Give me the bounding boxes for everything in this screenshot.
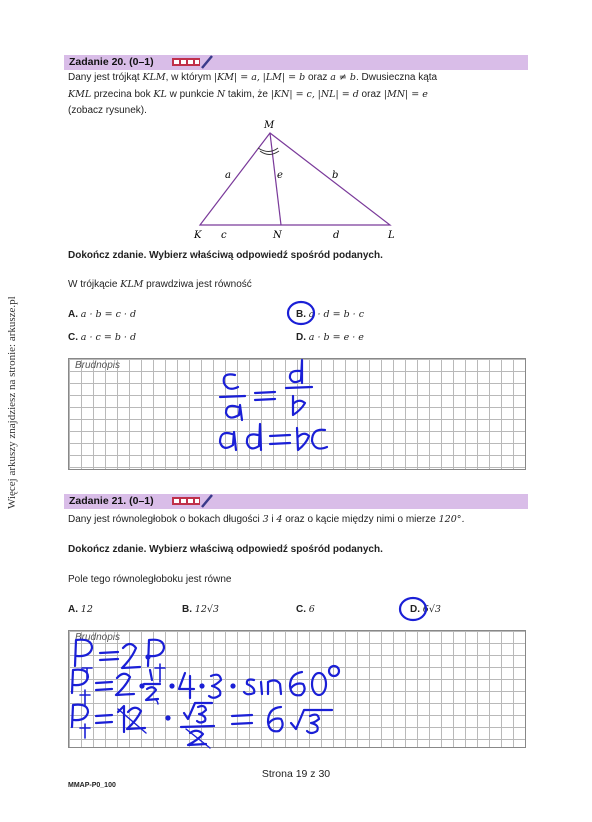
- task21-stem: Pole tego równoległoboku jest równe: [68, 574, 232, 585]
- task21-option-a[interactable]: A. 12: [68, 604, 93, 615]
- task21-title: Zadanie 21. (0–1): [69, 495, 154, 507]
- label-b: b: [332, 170, 339, 181]
- page-number: Strona 19 z 30: [261, 768, 331, 780]
- exam-code: MMAP-P0_100: [68, 782, 116, 789]
- label-d: d: [333, 230, 340, 241]
- label-L: L: [388, 230, 395, 241]
- answer-circle-b: [288, 302, 314, 324]
- task21-line1: Dany jest równoległobok o bokach długości 3 i 4 oraz o kącie między nimi o mierze 120°.: [68, 514, 465, 525]
- label-K: K: [194, 230, 202, 241]
- task20-option-b[interactable]: B. a · d = b · c: [296, 309, 365, 320]
- task21-option-b[interactable]: B. 12√3: [182, 604, 219, 615]
- task20-line1: Dany jest trójkąt KLM, w którym |KM| = a, |LM| = b oraz a ≠ b. Dwusieczna kąta: [68, 72, 438, 83]
- label-a: a: [225, 170, 231, 181]
- task21-instruction: Dokończ zdanie. Wybierz właściwą odpowiedź spośród podanych.: [68, 544, 383, 555]
- task20-instruction: Dokończ zdanie. Wybierz właściwą odpowiedź spośród podanych.: [68, 250, 383, 261]
- task20-option-c[interactable]: C. a · c = b · d: [68, 332, 137, 343]
- label-c: c: [221, 230, 227, 241]
- task21-option-d[interactable]: D. 6√3: [410, 604, 441, 615]
- task20-line2: KML przecina bok KL w punkcie N takim, że |KN| = c, |NL| = d oraz |MN| = e: [68, 89, 428, 100]
- sidebar-watermark: Więcej arkuszy znajdziesz na stronie: arkusze.pl: [6, 296, 18, 509]
- label-e: e: [277, 170, 283, 181]
- label-M: M: [264, 120, 275, 131]
- task21-option-c[interactable]: C. 6: [296, 604, 315, 615]
- task20-line3: (zobacz rysunek).: [68, 105, 147, 116]
- answer-circle-d: [400, 598, 426, 620]
- scratchpad-label: Brudnopis: [75, 632, 121, 643]
- task20-stem: W trójkącie KLM prawdziwa jest równość: [68, 279, 252, 290]
- task20-title: Zadanie 20. (0–1): [69, 56, 154, 68]
- task20-option-d[interactable]: D. a · b = e · e: [296, 332, 364, 343]
- label-N: N: [273, 230, 282, 241]
- task20-option-a[interactable]: A. a · b = c · d: [68, 309, 137, 320]
- scratchpad-label: Brudnopis: [75, 360, 121, 371]
